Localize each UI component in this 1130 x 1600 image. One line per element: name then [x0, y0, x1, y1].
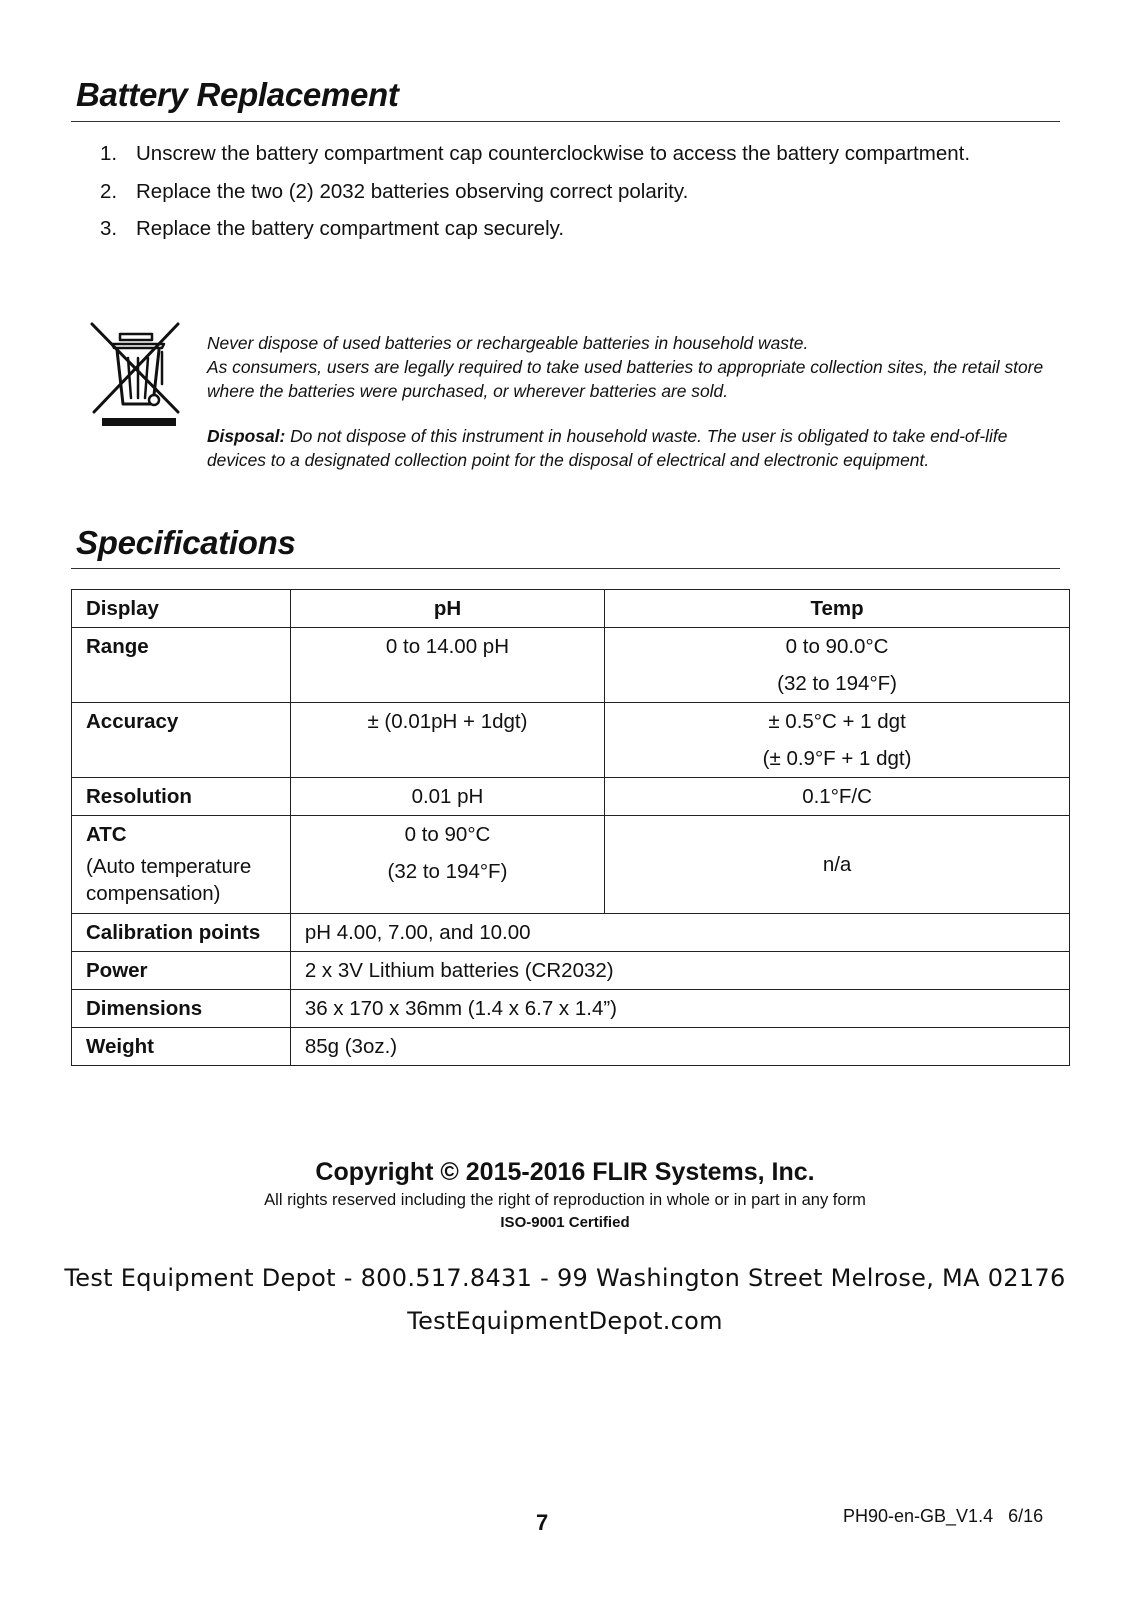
weight-label: Weight [72, 1028, 291, 1066]
step-number: 3. [100, 217, 118, 240]
step-text: Replace the battery compartment cap securely. [136, 217, 565, 240]
specifications-table [71, 589, 1070, 1066]
atc-label: ATC [86, 823, 127, 846]
dealer-website: TestEquipmentDepot.com [407, 1307, 723, 1335]
step-number: 1. [100, 142, 118, 165]
specifications-title: Specifications [76, 524, 296, 561]
disposal-paragraph [207, 424, 1067, 472]
notice-line-1: Never dispose of used batteries or rechargeable batteries in household waste. [207, 333, 809, 353]
dimensions-label: Dimensions [72, 990, 291, 1028]
rights-text: All rights reserved including the right of reproduction in whole or in part in any form [264, 1191, 866, 1209]
resolution-temp: 0.1°F/C [605, 778, 1070, 816]
accuracy-temp [605, 703, 1070, 778]
table-row [72, 1028, 1070, 1066]
battery-steps-list [100, 141, 970, 254]
document-code: PH90-en-GB_V1.4 6/16 [843, 1506, 1044, 1526]
disposal-label: Disposal: [207, 426, 286, 446]
title-rule [71, 121, 1060, 122]
atc-ph-c: 0 to 90°C [404, 823, 491, 846]
table-row [72, 816, 1070, 914]
resolution-ph: 0.01 pH [290, 778, 604, 816]
range-temp [605, 628, 1070, 703]
disposal-notice [207, 331, 1067, 472]
step-text: Unscrew the battery compartment cap counterclockwise to access the battery compartment. [136, 142, 971, 165]
table-row [72, 628, 1070, 703]
title-rule [71, 568, 1060, 569]
list-item [100, 216, 970, 254]
calibration-value: pH 4.00, 7.00, and 10.00 [290, 914, 1069, 952]
step-text: Replace the two (2) 2032 batteries observing correct polarity. [136, 179, 689, 203]
atc-ph [290, 816, 604, 914]
header-temp: Temp [605, 590, 1070, 628]
table-row [72, 990, 1070, 1028]
atc-sublabel: (Auto temperature compensation) [86, 855, 252, 905]
range-temp-c: 0 to 90.0°C [785, 635, 889, 658]
table-row [72, 914, 1070, 952]
resolution-label: Resolution [72, 778, 291, 816]
dealer-info: Test Equipment Depot - 800.517.8431 - 99 Washington Street Melrose, MA 02176 [64, 1264, 1066, 1292]
header-display: Display [72, 590, 291, 628]
table-row [72, 703, 1070, 778]
accuracy-temp-c: ± 0.5°C + 1 dgt [768, 710, 906, 733]
accuracy-ph: ± (0.01pH + 1dgt) [290, 703, 604, 778]
range-temp-f: (32 to 194°F) [777, 672, 897, 695]
accuracy-temp-f: (± 0.9°F + 1 dgt) [762, 747, 912, 770]
notice-line-2: As consumers, users are legally required to take used batteries to appropriate collection sites, the retail store where the batteries were purchased, or wherever batteries are sold. [207, 357, 1044, 401]
accuracy-label: Accuracy [72, 703, 291, 778]
dimensions-value: 36 x 170 x 36mm (1.4 x 6.7 x 1.4”) [290, 990, 1069, 1028]
step-number: 2. [100, 179, 118, 203]
power-value: 2 x 3V Lithium batteries (CR2032) [290, 952, 1069, 990]
iso-certification: ISO-9001 Certified [500, 1214, 630, 1231]
list-item [100, 141, 970, 179]
calibration-label: Calibration points [72, 914, 291, 952]
table-row [72, 778, 1070, 816]
crossed-out-wheelie-bin-icon [86, 322, 186, 432]
range-label: Range [72, 628, 291, 703]
disposal-text: Do not dispose of this instrument in household waste. The user is obligated to take end-of-life devices to a designated collection point for the disposal of electrical and electronic equipment. [207, 426, 1008, 470]
atc-temp: n/a [605, 816, 1070, 914]
weight-value: 85g (3oz.) [290, 1028, 1069, 1066]
atc-label-cell [72, 816, 291, 914]
table-row [72, 590, 1070, 628]
list-item [100, 179, 970, 217]
battery-replacement-title: Battery Replacement [76, 76, 399, 113]
page-number: 7 [536, 1510, 549, 1535]
range-ph: 0 to 14.00 pH [290, 628, 604, 703]
atc-ph-f: (32 to 194°F) [387, 860, 508, 883]
header-ph: pH [290, 590, 604, 628]
table-row [72, 952, 1070, 990]
copyright-title: Copyright © 2015-2016 FLIR Systems, Inc. [315, 1158, 815, 1186]
power-label: Power [72, 952, 291, 990]
